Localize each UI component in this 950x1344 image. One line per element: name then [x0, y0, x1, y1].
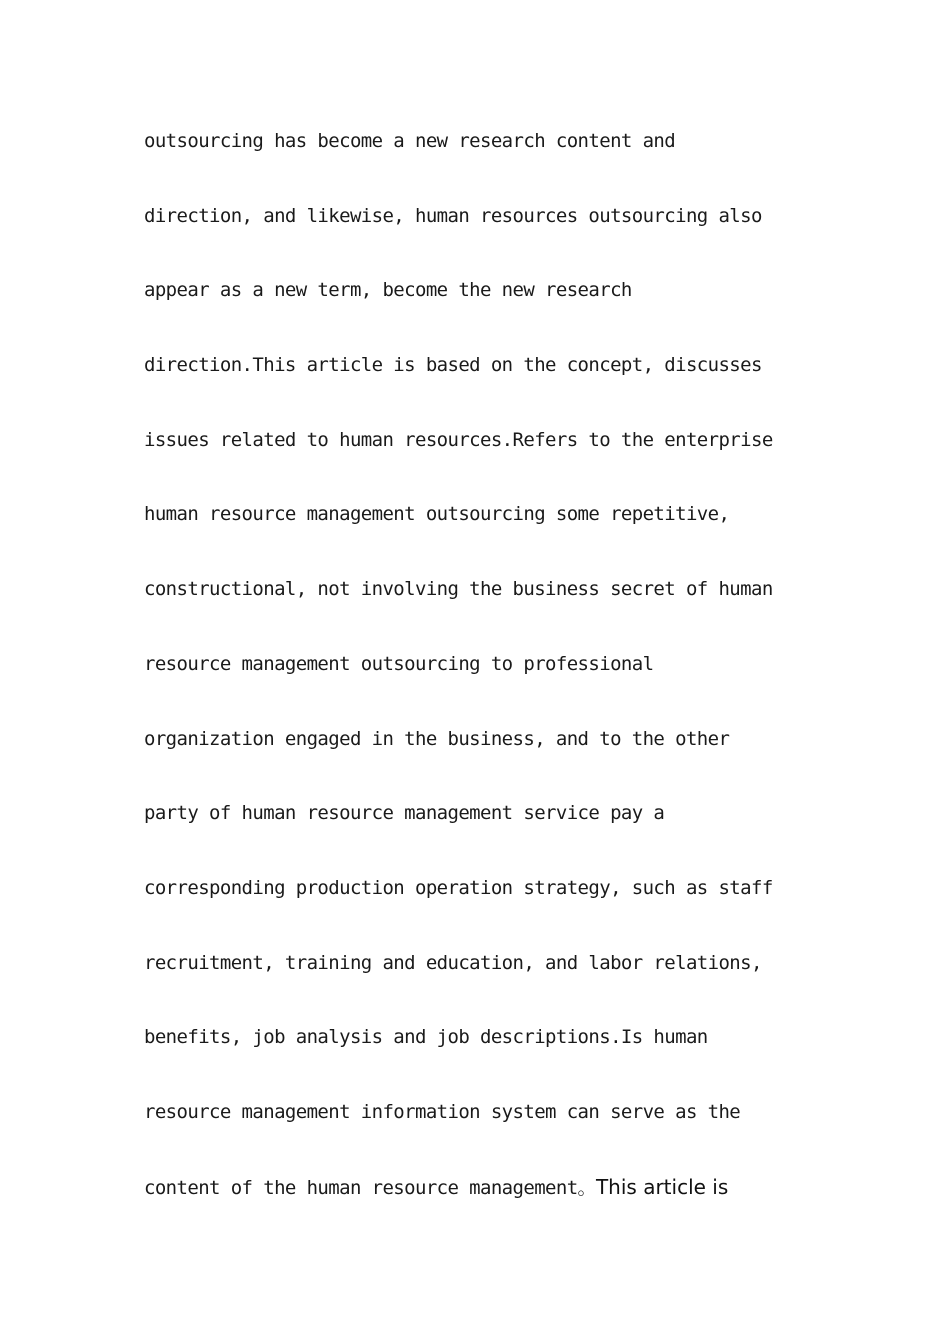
- text-mono-segment: content of the human resource management。: [144, 1176, 596, 1199]
- text-sans-segment: This article is: [595, 1174, 729, 1199]
- text-line-last: [144, 1150, 824, 1225]
- text-line: resource management outsourcing to professional: [144, 652, 654, 675]
- text-line: party of human resource management service pay a: [144, 802, 665, 825]
- text-line: issues related to human resources.Refers to the enterprise: [144, 428, 773, 451]
- text-line: corresponding production operation strategy, such as staff: [144, 876, 773, 899]
- text-line: recruitment, training and education, and labor relations,: [144, 951, 762, 974]
- text-line: appear as a new term, become the new research: [144, 279, 632, 302]
- text-line: human resource management outsourcing some repetitive,: [144, 503, 730, 526]
- text-line: constructional, not involving the business secret of human: [144, 578, 773, 601]
- text-line: direction, and likewise, human resources outsourcing also: [144, 204, 762, 227]
- text-line: resource management information system can serve as the: [144, 1100, 741, 1123]
- text-line: organization engaged in the business, and to the other: [144, 727, 730, 750]
- text-line: outsourcing has become a new research content and: [144, 130, 676, 152]
- text-line: direction.This article is based on the concept, discusses: [144, 354, 762, 377]
- body-text: [144, 104, 824, 1224]
- text-line: benefits, job analysis and job descriptions.Is human: [144, 1026, 708, 1049]
